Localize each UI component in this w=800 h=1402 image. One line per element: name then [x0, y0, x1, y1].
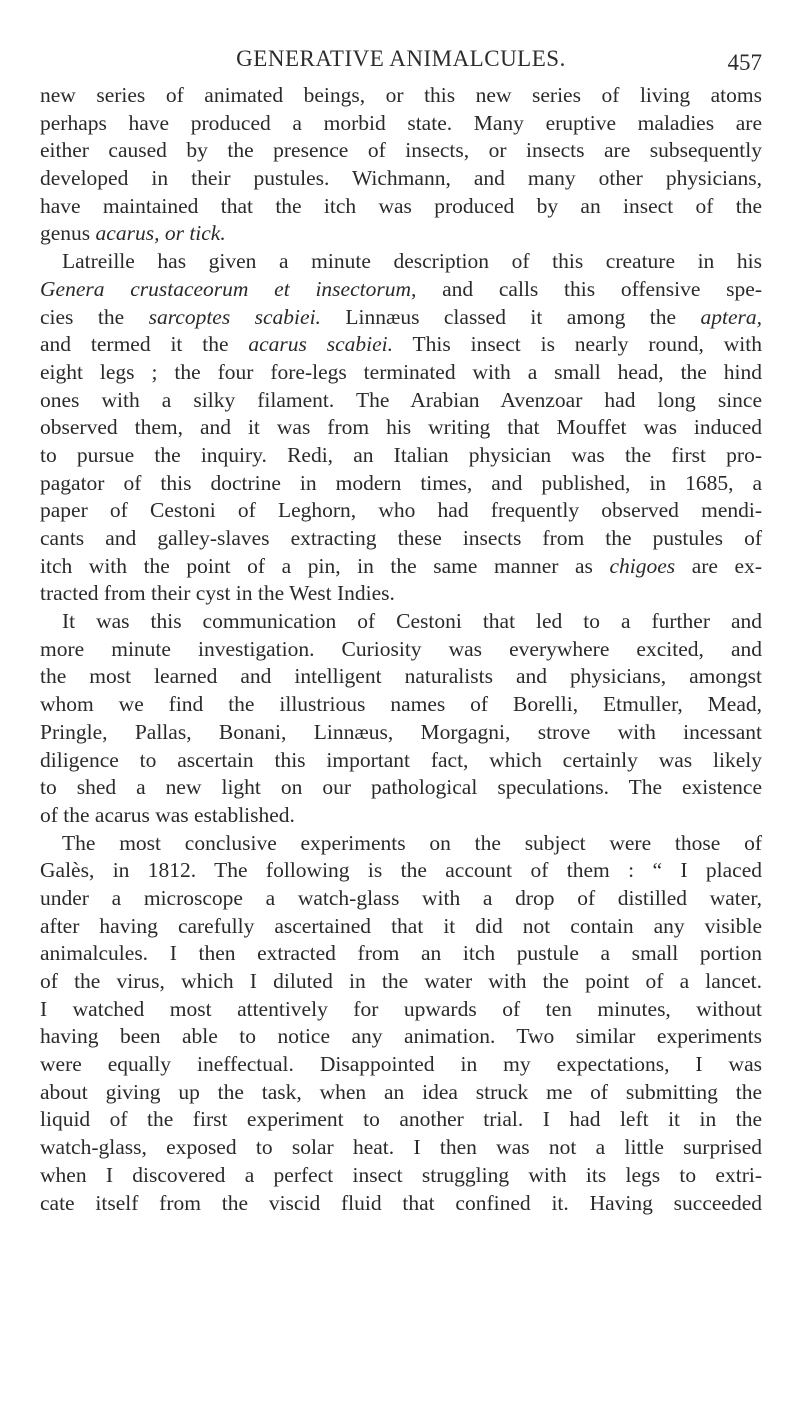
italic-text: chigoes: [609, 553, 676, 578]
text-segment: It was this communication of Cestoni that led to a further and: [62, 609, 762, 634]
text-line: [40, 331, 762, 359]
text-line: [40, 1134, 762, 1162]
text-line: [40, 857, 762, 885]
text-line: [40, 470, 762, 498]
text-line: [40, 304, 762, 332]
text-segment: The most conclusive experiments on the subject were those of: [62, 830, 762, 855]
text-segment: new series of animated beings, or this new series of living atoms: [40, 83, 762, 107]
text-line: [40, 940, 762, 968]
text-line: [40, 1023, 762, 1051]
text-segment: have maintained that the itch was produced by an insect of the: [40, 193, 762, 218]
text-segment: whom we find the illustrious names of Borelli, Etmuller, Mead,: [40, 692, 762, 717]
text-line: [40, 1079, 762, 1107]
text-line: [40, 553, 762, 581]
body-text: [40, 82, 762, 1217]
text-line: [40, 525, 762, 553]
text-segment: to pursue the inquiry. Redi, an Italian physician was the first pro-: [40, 442, 762, 467]
running-title: GENERATIVE ANIMALCULES.: [236, 46, 566, 71]
text-line: [40, 774, 762, 802]
text-line: [40, 193, 762, 221]
italic-text: acarus, or tick.: [95, 221, 226, 246]
text-segment: to shed a new light on our pathological speculations. The existence: [40, 775, 762, 800]
text-line: [40, 414, 762, 442]
text-segment: of the acarus was established.: [40, 802, 295, 827]
text-line: [40, 747, 762, 775]
text-segment: cate itself from the viscid fluid that confined it. Having succeeded: [40, 1190, 762, 1215]
text-line: [40, 497, 762, 525]
text-line: [40, 110, 762, 138]
page-header: [40, 36, 762, 76]
text-line: [40, 691, 762, 719]
text-segment: This insect is nearly round, with: [393, 332, 762, 357]
text-segment: pagator of this doctrine in modern times, and published, in 1685, a: [40, 470, 762, 495]
text-line: [40, 830, 762, 858]
text-segment: perhaps have produced a morbid state. Many eruptive maladies are: [40, 110, 762, 135]
text-segment: cants and galley-slaves extracting these insects from the pustules of: [40, 526, 762, 550]
text-segment: about giving up the task, when an idea struck me of submitting the: [40, 1079, 762, 1104]
text-line: [40, 165, 762, 193]
text-line: [40, 1106, 762, 1134]
text-segment: more minute investigation. Curiosity was everywhere excited, and: [40, 636, 762, 661]
italic-text: sarcoptes scabiei.: [148, 304, 321, 329]
text-segment: either caused by the presence of insects, or insects are subsequently: [40, 138, 762, 163]
text-segment: of the virus, which I diluted in the water with the point of a lancet.: [40, 969, 762, 993]
text-segment: diligence to ascertain this important fact, which certainly was likely: [40, 747, 762, 772]
text-segment: cies the: [40, 304, 149, 329]
text-line: [40, 636, 762, 664]
text-line: [40, 137, 762, 165]
page-number: 457: [727, 50, 762, 75]
italic-text: Genera crustaceorum et insectorum,: [40, 276, 417, 301]
text-segment: the most learned and intelligent naturalists and physicians, amongst: [40, 664, 762, 689]
text-segment: itch with the point of a pin, in the same manner as: [40, 553, 610, 578]
text-segment: ones with a silky filament. The Arabian Avenzoar had long since: [40, 387, 762, 412]
text-line: [40, 608, 762, 636]
text-segment: developed in their pustules. Wichmann, and many other physicians,: [40, 166, 762, 191]
text-segment: Latreille has given a minute description of this creature in his: [62, 249, 762, 274]
text-segment: and termed it the: [40, 332, 249, 357]
text-segment: having been able to notice any animation. Two similar experiments: [40, 1024, 762, 1049]
text-segment: liquid of the first experiment to another trial. I had left it in the: [40, 1107, 762, 1132]
text-segment: and calls this offensive spe-: [416, 276, 762, 301]
text-segment: watch-glass, exposed to solar heat. I then was not a little surprised: [40, 1135, 762, 1160]
text-line: [40, 802, 762, 830]
text-line: [40, 442, 762, 470]
text-segment: were equally ineffectual. Disappointed in my expectations, I was: [40, 1052, 762, 1077]
text-line: [40, 968, 762, 996]
text-line: [40, 220, 762, 248]
text-segment: I watched most attentively for upwards of ten minutes, without: [40, 996, 762, 1021]
text-line: [40, 387, 762, 415]
text-line: [40, 996, 762, 1024]
text-segment: eight legs ; the four fore-legs terminated with a small head, the hind: [40, 359, 762, 384]
text-segment: paper of Cestoni of Leghorn, who had frequently observed mendi-: [40, 498, 762, 523]
text-line: [40, 276, 762, 304]
text-segment: tracted from their cyst in the West Indies.: [40, 581, 395, 606]
text-line: [40, 1162, 762, 1190]
text-segment: under a microscope a watch-glass with a drop of distilled water,: [40, 885, 762, 910]
text-line: [40, 719, 762, 747]
text-line: [40, 885, 762, 913]
text-segment: Linnæus classed it among the: [320, 304, 701, 329]
text-line: [40, 1051, 762, 1079]
text-line: [40, 359, 762, 387]
text-segment: observed them, and it was from his writing that Mouffet was induced: [40, 415, 762, 440]
italic-text: acarus scabiei.: [248, 332, 394, 357]
text-line: [40, 82, 762, 110]
text-line: [40, 913, 762, 941]
text-line: [40, 663, 762, 691]
text-segment: when I discovered a perfect insect struggling with its legs to extri-: [40, 1162, 762, 1187]
text-segment: Galès, in 1812. The following is the account of them : “ I placed: [40, 858, 762, 883]
text-segment: animalcules. I then extracted from an itch pustule a small portion: [40, 941, 762, 966]
text-segment: Pringle, Pallas, Bonani, Linnæus, Morgagni, strove with incessant: [40, 719, 762, 744]
text-segment: genus: [40, 221, 96, 246]
text-line: [40, 580, 762, 608]
italic-text: aptera,: [700, 304, 762, 329]
text-line: [40, 248, 762, 276]
text-segment: after having carefully ascertained that it did not contain any visible: [40, 913, 762, 938]
text-segment: are ex-: [675, 553, 762, 578]
text-line: [40, 1190, 762, 1218]
